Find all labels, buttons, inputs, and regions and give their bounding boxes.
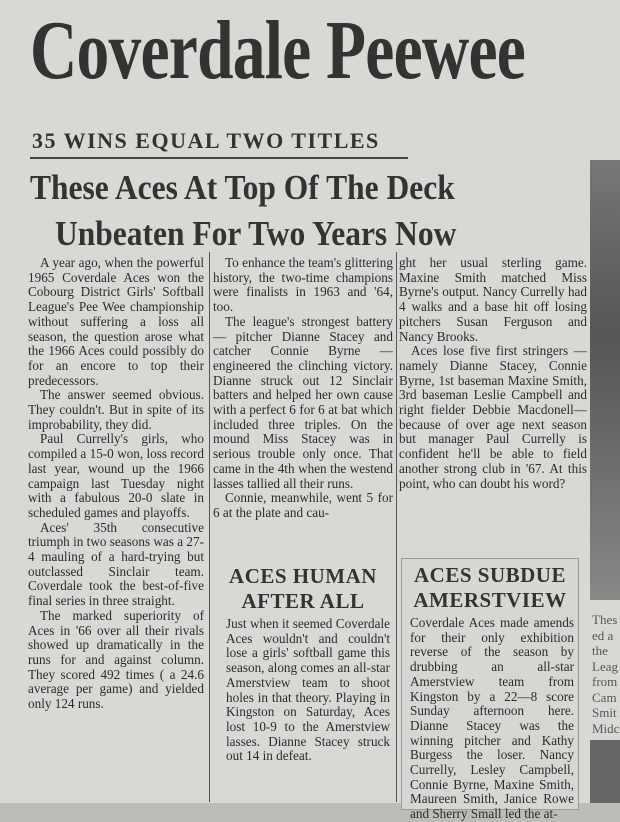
paragraph: Connie, meanwhile, went 5 for 6 at the plate and cau-	[213, 490, 393, 520]
caption-line: Cam	[592, 689, 617, 705]
caption-line: the	[592, 643, 608, 658]
paragraph: The league's strongest battery — pitcher Dianne Stacey and catcher Connie Byrne — engineered the clinching victory. Dianne struck out 12 Sinclair batters and helped her own cause with a perfect 6 for 6 at bat which included three triples. On the mound Miss Stacey was in serious trouble only once. That came in the 4th when the westend lasses tallied all their runs.	[213, 313, 393, 491]
paragraph: To enhance the team's glittering history, the two-time champions were finalists in 1963 and '64, too.	[213, 255, 393, 315]
headline-line-1: These Aces At Top Of The Deck	[30, 168, 455, 207]
masthead: Coverdale Peewee	[30, 4, 526, 97]
caption-line: from	[592, 674, 618, 689]
article-column-2	[213, 256, 393, 521]
sidebar-aces-human	[212, 560, 394, 805]
caption-line: Leag	[592, 658, 618, 674]
headline-line-2: Unbeaten For Two Years Now	[55, 214, 457, 253]
paragraph: ght her usual sterling game. Maxine Smith matched Miss Byrne's output. Nancy Currelly had 4 walks and a base hit off losing pitchers Susan Ferguson and Nancy Brooks.	[399, 255, 587, 344]
divider	[30, 157, 408, 159]
sidebar-text: Just when it seemed Coverdale Aces wouldn't and couldn't lose a girls' softball game this season, along comes an all-star Amerstview team to shoot holes in that theory. Playing in Kingston on Saturday, Aces lost 10-9 to the Amerstview lasses. Dianne Stacey struck out 14 in defeat.	[226, 616, 390, 764]
paragraph: The answer seemed obvious. They couldn't. But in spite of its improbability, they did.	[28, 387, 204, 432]
caption-line: ed a	[592, 627, 614, 643]
sidebar-aces-subdue	[401, 558, 579, 822]
sidebar-title: ACES SUBDUE AMERSTVIEW	[413, 563, 567, 612]
caption-fragment	[592, 612, 619, 736]
paragraph: Aces' 35th consecutive triumph in two seasons was a 27-4 mauling of a hard-trying but outclassed Sinclair team. Coverdale took the best-of-five final series in three straight.	[28, 519, 204, 609]
sidebar-text: Coverdale Aces made amends for their only exhibition reverse of the season by drubbing an all-star Amerstview team from Kingston by a 22—8 score Sunday afternoon here. Dianne Stacey was the winning pitcher and Kathy Burgess the loser. Nancy Currelly, Lesley Campbell, Connie Byrne, Maxine Smith, Maureen Smith, Janice Rowe and Sherry Small led the at-	[410, 615, 574, 822]
photo-edge-lower	[590, 740, 620, 803]
paragraph: A year ago, when the powerful 1965 Coverdale Aces won the Cobourg District Girls' Softball League's Pee Wee championship without suffering a loss all season, the question arose what the 1966 Aces could possibly do for an encore to top their predecessors.	[28, 255, 204, 388]
paragraph: Aces lose five first stringers — namely Dianne Stacey, Connie Byrne, 1st baseman Maxine Smith, 3rd baseman Leslie Campbell and right fielder Debbie Macdonell— because of over age next season but manager Paul Currelly is confident he'll be able to field another strong club in '67. At this point, who can doubt his word?	[399, 343, 587, 491]
article-column-3	[399, 256, 587, 491]
caption-line: Smit	[592, 705, 617, 720]
paragraph: Paul Currelly's girls, who compiled a 15-0 won, loss record last year, wound up the 1966 campaign last Tuesday night with a fabulous 20-0 slate in scheduled games and playoffs.	[28, 431, 204, 520]
paragraph: The marked superiority of Aces in '66 over all their rivals showed up dramatically in the runs for and against column. They scored 492 times ( a 24.6 average per game) and yielded only 124 runs.	[28, 607, 204, 712]
subhead: 35 WINS EQUAL TWO TITLES	[32, 128, 380, 153]
sidebar-title: ACES HUMAN AFTER ALL	[229, 564, 377, 613]
column-rule	[396, 252, 397, 802]
column-rule	[209, 252, 210, 802]
article-column-1	[28, 256, 204, 712]
caption-line: Thes	[592, 612, 618, 627]
photo-edge	[590, 160, 620, 600]
caption-line: Midc	[592, 720, 620, 736]
